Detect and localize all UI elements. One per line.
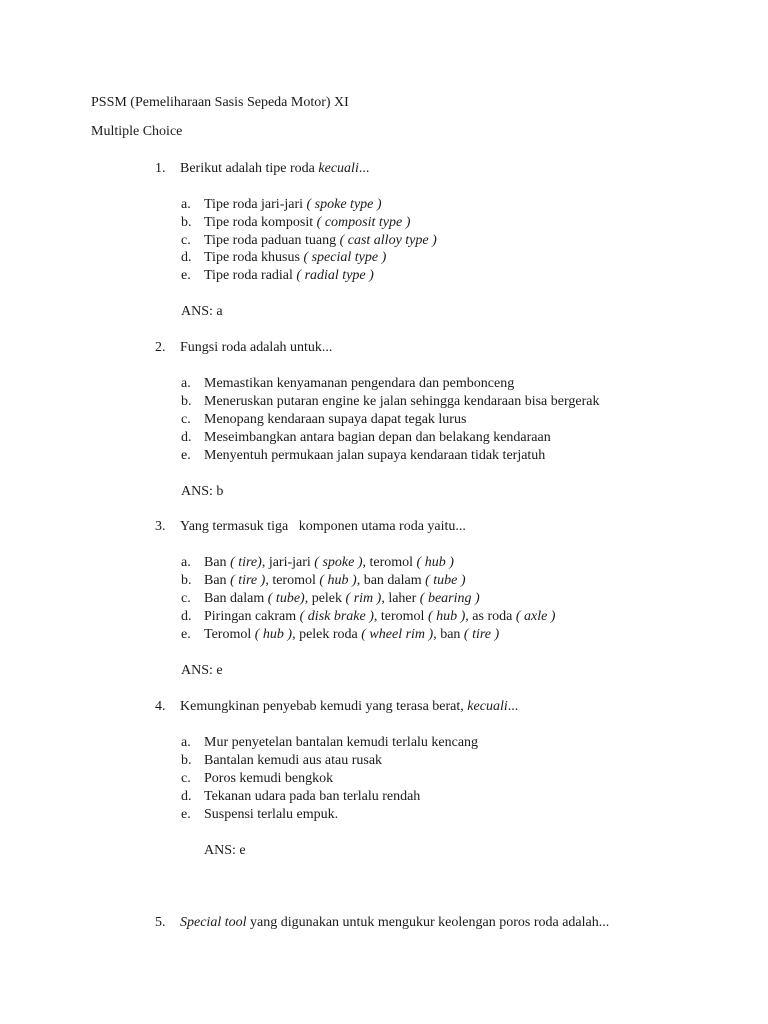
option-letter: d. [181,250,192,265]
option-letter: c. [181,233,191,248]
question-text: Berikut adalah tipe roda kecuali... [180,161,370,176]
question-number: 1. [155,161,166,176]
option-text: Menopang kendaraan supaya dapat tegak lurus [204,412,467,427]
answer-label: ANS: b [181,484,224,499]
question-text: Kemungkinan penyebab kemudi yang terasa berat, kecuali... [180,699,519,714]
option-letter: d. [181,609,192,624]
option-text: Mur penyetelan bantalan kemudi terlalu kencang [204,735,479,750]
option-letter: d. [181,430,192,445]
option-text: Tipe roda radial ( radial type ) [204,268,374,283]
answer-label: ANS: e [181,663,223,678]
question-text: Fungsi roda adalah untuk... [180,340,333,355]
option-letter: c. [181,591,191,606]
option-letter: c. [181,771,191,786]
option-letter: b. [181,394,192,409]
option-letter: d. [181,789,192,804]
option-letter: c. [181,412,191,427]
option-text: Teromol ( hub ), pelek roda ( wheel rim ), ban ( tire ) [204,627,500,642]
option-text: Bantalan kemudi aus atau rusak [204,753,383,768]
option-text: Tipe roda jari-jari ( spoke type ) [204,197,382,212]
option-letter: e. [181,448,191,463]
option-letter: a. [181,555,191,570]
option-letter: e. [181,627,191,642]
option-letter: b. [181,215,192,230]
option-letter: b. [181,753,192,768]
option-letter: e. [181,807,191,822]
option-text: Meneruskan putaran engine ke jalan sehingga kendaraan bisa bergerak [204,394,600,409]
question-number: 2. [155,340,166,355]
answer-label: ANS: e [204,843,246,858]
question-number: 5. [155,915,166,930]
option-letter: a. [181,376,191,391]
question-text: Yang termasuk tiga komponen utama roda yaitu... [180,519,466,534]
option-text: Suspensi terlalu empuk. [204,807,339,822]
document-title: PSSM (Pemeliharaan Sasis Sepeda Motor) XI [91,95,349,110]
option-text: Tipe roda komposit ( composit type ) [204,215,411,230]
option-letter: a. [181,735,191,750]
option-text: Tipe roda khusus ( special type ) [204,250,387,265]
option-text: Tipe roda paduan tuang ( cast alloy type ) [204,233,437,248]
option-letter: a. [181,197,191,212]
option-letter: e. [181,268,191,283]
question-number: 3. [155,519,166,534]
option-text: Meseimbangkan antara bagian depan dan belakang kendaraan [204,430,551,445]
option-text: Piringan cakram ( disk brake ), teromol ( hub ), as roda ( axle ) [204,609,556,624]
option-text: Tekanan udara pada ban terlalu rendah [204,789,421,804]
answer-label: ANS: a [181,304,223,319]
option-letter: b. [181,573,192,588]
option-text: Menyentuh permukaan jalan supaya kendaraan tidak terjatuh [204,448,546,463]
option-text: Poros kemudi bengkok [204,771,334,786]
option-text: Ban ( tire ), teromol ( hub ), ban dalam ( tube ) [204,573,466,588]
option-text: Ban ( tire), jari-jari ( spoke ), teromol ( hub ) [204,555,454,570]
option-text: Memastikan kenyamanan pengendara dan pembonceng [204,376,515,391]
question-number: 4. [155,699,166,714]
question-text: Special tool yang digunakan untuk mengukur keolengan poros roda adalah... [180,915,610,930]
option-text: Ban dalam ( tube), pelek ( rim ), laher ( bearing ) [204,591,480,606]
document-subtitle: Multiple Choice [91,124,183,139]
